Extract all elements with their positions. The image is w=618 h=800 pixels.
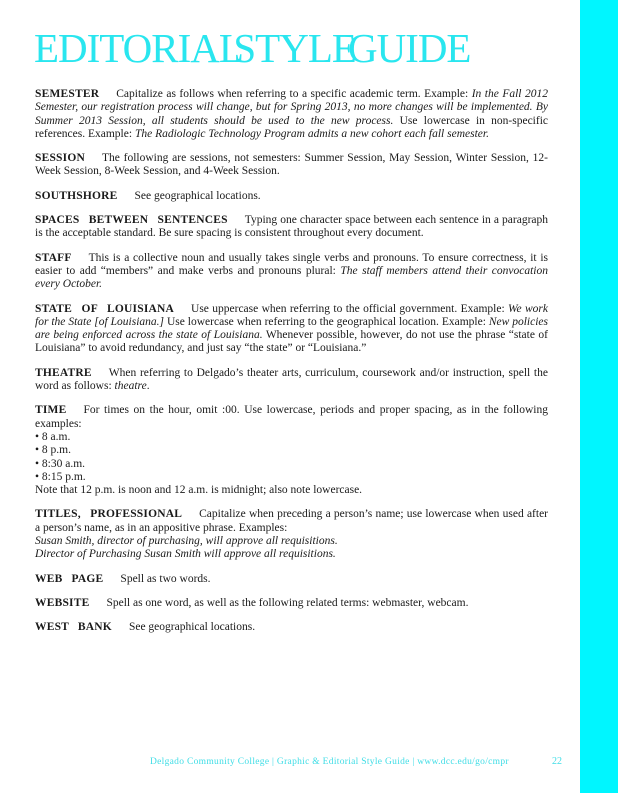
right-accent-bar (580, 0, 618, 793)
example-line: Susan Smith, director of purchasing, will approve all requisitions. (35, 535, 338, 548)
page-number: 22 (552, 756, 562, 767)
glossary-entry (35, 597, 548, 610)
entry-text: See geographical locations. (134, 189, 261, 202)
example-line: Director of Purchasing Susan Smith will approve all requisitions. (35, 548, 336, 561)
entry-text: See geographical locations. (128, 621, 256, 634)
glossary-entry (35, 88, 548, 141)
glossary-entry (35, 621, 548, 634)
page-title: EDITORIAL STYLE GUIDE (34, 25, 471, 71)
entry-term: SOUTHSHORE (35, 189, 118, 202)
entry-term: THEATRE (35, 366, 92, 379)
entry-text: This is a collective noun and usually takes single verbs and pronouns. To ensure correctness, it is easier to add “members” and make verbs and pronouns plural: (35, 251, 548, 277)
entry-text: Spell as one word, as well as the following related terms: webmaster, webcam. (106, 596, 469, 609)
glossary-entry (35, 214, 548, 241)
entry-term: SPACES BETWEEN SENTENCES (35, 214, 228, 227)
entry-text: The staff members attend their convocation every October. (35, 264, 548, 291)
entry-text: Whenever possible, however, do not use the phrase “state of Louisiana” to avoid redundancy, and just say “the state” or “Louisiana.” (35, 329, 548, 355)
entry-note: Note that 12 p.m. is noon and 12 a.m. is midnight; also note lowercase. (35, 484, 363, 497)
entry-text: Use uppercase when referring to the official government. Example: (191, 302, 508, 315)
entry-text: New policies are being enforced across the state of Louisiana. (35, 315, 549, 342)
entry-term: SEMESTER (35, 88, 100, 100)
glossary-entry (35, 367, 548, 394)
bullet-item: • 8:15 p.m. (35, 470, 86, 483)
entry-text: For times on the hour, omit :00. Use lowercase, periods and proper spacing, as in the following examples: (35, 404, 548, 430)
entry-text: Use lowercase in non-specific references. Example: (35, 114, 548, 140)
entry-term: SESSION (35, 152, 85, 165)
entry-term: WEST BANK (35, 621, 112, 634)
glossary-entry (35, 573, 548, 586)
entry-text: The Radiologic Technology Program admits a new cohort each fall semester. (134, 127, 489, 140)
bullet-item: • 8 a.m. (35, 430, 71, 443)
entry-term: WEB PAGE (35, 572, 104, 585)
glossary-entry (35, 404, 548, 497)
entry-term: TITLES, PROFESSIONAL (35, 508, 183, 521)
bullet-item: • 8 p.m. (35, 444, 71, 457)
entry-text: Typing one character space between each sentence in a paragraph is the acceptable standard. Be sure spacing is consistent throughout every document. (35, 214, 549, 240)
glossary-entry (35, 152, 548, 179)
entry-text: Capitalize as follows when referring to a specific academic term. Example: (116, 88, 472, 100)
entry-text: We work for the State [of Louisiana.] (35, 302, 548, 328)
entry-text: Spell as two words. (120, 572, 211, 585)
entry-term: TIME (35, 404, 67, 417)
entry-term: WEBSITE (35, 596, 90, 609)
entry-text: theatre (114, 380, 147, 393)
entry-term: STAFF (35, 251, 72, 264)
entry-text: Capitalize when preceding a person’s name; use lowercase when used after a person’s name, as in an appositive phrase. Examples: (35, 508, 549, 534)
glossary-entry (35, 508, 548, 561)
glossary-entry (35, 190, 548, 203)
entry-text: . (146, 380, 150, 393)
entry-text: In the Fall 2012 Semester, our registration process will change, but for Spring 2013, no more changes will be implemented. By Summer 2013 Session, all students should be used to the new process. (35, 88, 548, 127)
bullet-item: • 8:30 a.m. (35, 457, 86, 470)
glossary-entry (35, 303, 548, 356)
entry-text: When referring to Delgado’s theater arts, curriculum, coursework and/or instruction, spell the word as follows: (35, 366, 548, 393)
glossary-content (35, 88, 548, 646)
entry-text: The following are sessions, not semesters: Summer Session, May Session, Winter Session, 12-Week Session, 8-Week Session, and 4-Week Session. (35, 152, 548, 178)
footer-text: Delgado Community College | Graphic & Editorial Style Guide | www.dcc.edu/go/cmpr (150, 757, 509, 767)
entry-term: STATE OF LOUISIANA (35, 302, 175, 315)
glossary-entry (35, 252, 548, 292)
entry-text: Use lowercase when referring to the geographical location. Example: (164, 315, 489, 328)
